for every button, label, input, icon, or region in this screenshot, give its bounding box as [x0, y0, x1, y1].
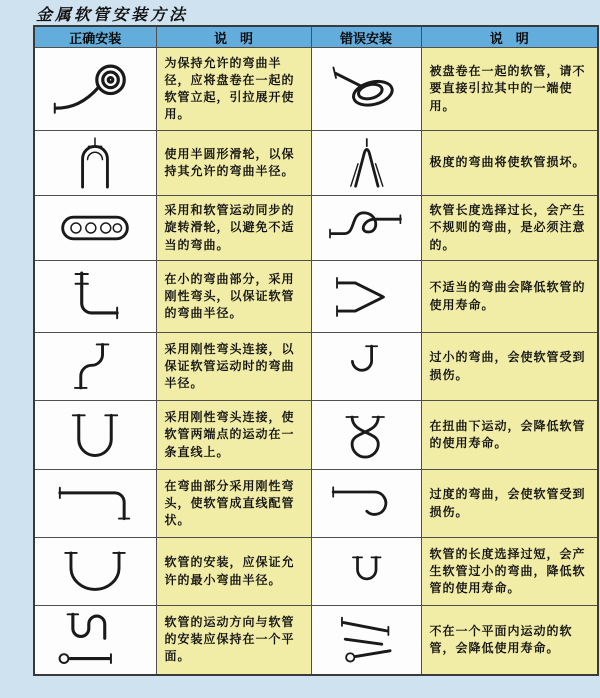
table-row: [34, 196, 598, 261]
wrong-image-cell: [311, 196, 421, 261]
same-plane-motion-icon: [45, 609, 145, 671]
wrong-explanation: 过小的弯曲，会使软管受到损伤。: [421, 333, 598, 401]
correct-explanation: 在弯曲部分采用刚性弯头，使软管成直线配管状。: [156, 470, 311, 538]
wrong-image-cell: [311, 606, 421, 675]
wrong-explanation: 软管的长度选择过短，会产生软管过小的弯曲，降低软管的使用寿命。: [421, 538, 598, 606]
wrong-explanation: 被盘卷在一起的软管，请不要直接引拉其中的一端使用。: [421, 48, 598, 131]
correct-image-cell: [34, 196, 156, 261]
table-row: [34, 470, 598, 538]
table-row: [34, 401, 598, 470]
aligned-u-hose-icon: [48, 405, 142, 465]
header-wrong-install: 错误安装: [311, 26, 421, 48]
out-of-plane-motion-icon: [320, 611, 412, 669]
table-row: [34, 261, 598, 333]
correct-image-cell: [34, 48, 156, 131]
correct-explanation: 为保持允许的弯曲半径，应将盘卷在一起的软管立起，引拉展开使用。: [156, 48, 311, 131]
correct-image-cell: [34, 401, 156, 470]
wrong-image-cell: [311, 131, 421, 196]
pulled-coil-hose-icon: [318, 59, 414, 119]
too-short-u-icon: [323, 545, 409, 599]
wrong-image-cell: [311, 261, 421, 333]
semicircular-pulley-hose-icon: [49, 134, 141, 192]
straight-run-elbow-icon: [45, 474, 145, 534]
correct-explanation: 采用刚性弯头连接，使软管两端点的运动在一条直线上。: [156, 401, 311, 470]
wrong-explanation: 不在一个平面内运动的软管，会降低使用寿命。: [421, 606, 598, 675]
rotating-pulley-track-icon: [44, 199, 146, 257]
table-row: [34, 333, 598, 401]
wrong-explanation: 软管长度选择过长，会产生不规则的弯曲，是必须注意的。: [421, 196, 598, 261]
header-row: [34, 26, 598, 48]
correct-explanation: 采用刚性弯头连接，以保证软管运动时的弯曲半径。: [156, 333, 311, 401]
correct-image-cell: [34, 470, 156, 538]
rigid-elbow-small-bend-icon: [46, 266, 144, 328]
twisted-u-hose-icon: [321, 406, 411, 464]
improper-sharp-bend-icon: [319, 268, 413, 326]
rigid-elbow-s-curve-icon: [49, 337, 141, 397]
overlong-loop-hose-icon: [318, 200, 414, 256]
standing-coil-hose-icon: [44, 57, 146, 121]
wrong-explanation: 极度的弯曲将使软管损坏。: [421, 131, 598, 196]
correct-image-cell: [34, 606, 156, 675]
table-row: [34, 606, 598, 675]
header-explanation-left: 说 明: [156, 26, 311, 48]
header-correct-install: 正确安装: [34, 26, 156, 48]
overbent-elbow-icon: [319, 476, 413, 532]
wrong-image-cell: [311, 333, 421, 401]
correct-image-cell: [34, 131, 156, 196]
wrong-explanation: 过度的弯曲，会使软管受到损伤。: [421, 470, 598, 538]
wrong-image-cell: [311, 48, 421, 131]
installation-guide-table: [33, 25, 599, 676]
table-row: [34, 538, 598, 606]
wrong-explanation: 在扭曲下运动，会降低软管的使用寿命。: [421, 401, 598, 470]
correct-explanation: 软管的安装，应保证允许的最小弯曲半径。: [156, 538, 311, 606]
correct-image-cell: [34, 261, 156, 333]
extreme-bend-hose-icon: [322, 135, 410, 191]
table-row: [34, 48, 598, 131]
header-explanation-right: 说 明: [421, 26, 598, 48]
correct-explanation: 软管的运动方向与软管的安装应保持在一个平面。: [156, 606, 311, 675]
wrong-explanation: 不适当的弯曲会降低软管的使用寿命。: [421, 261, 598, 333]
correct-explanation: 采用和软管运动同步的旋转滑轮，以避免不适当的弯曲。: [156, 196, 311, 261]
wrong-image-cell: [311, 538, 421, 606]
correct-explanation: 在小的弯曲部分，采用刚性弯头，以保证软管的弯曲半径。: [156, 261, 311, 333]
min-bend-radius-u-icon: [45, 543, 145, 601]
correct-image-cell: [34, 538, 156, 606]
wrong-image-cell: [311, 470, 421, 538]
wrong-image-cell: [311, 401, 421, 470]
table-row: [34, 131, 598, 196]
correct-image-cell: [34, 333, 156, 401]
correct-explanation: 使用半圆形滑轮，以保持其允许的弯曲半径。: [156, 131, 311, 196]
too-small-bend-hook-icon: [322, 338, 410, 396]
page-title: 金属软管安装方法: [36, 5, 189, 24]
